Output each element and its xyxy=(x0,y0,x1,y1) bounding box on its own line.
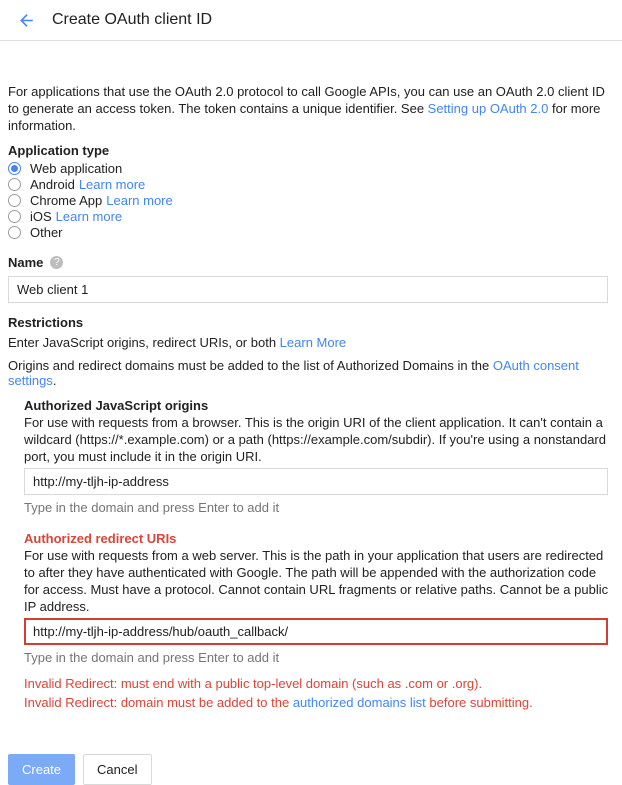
error-message-domain-text: Invalid Redirect: domain must be added to the xyxy=(24,695,293,710)
radio-option-ios[interactable] xyxy=(8,208,609,224)
restrictions-line1 xyxy=(8,335,609,350)
restrictions-heading: Restrictions xyxy=(8,315,84,330)
radio-label: Android xyxy=(30,176,75,192)
restrictions-section xyxy=(8,315,609,710)
application-type-section xyxy=(8,143,609,240)
name-section xyxy=(8,255,609,303)
js-origins-hint: Type in the domain and press Enter to add it xyxy=(24,500,280,515)
redirect-uris-hint: Type in the domain and press Enter to add it xyxy=(24,650,280,665)
js-origins-input[interactable] xyxy=(24,468,608,495)
help-icon[interactable]: ? xyxy=(50,256,63,269)
redirect-uris-description: For use with requests from a web server. This is the path in your application that users are redirected to after they have authenticated with Google. The path will be appended with the authorization code for access. Must have a protocol. Cannot contain URL fragments or relative paths. Cannot be a public IP address. xyxy=(24,548,609,614)
restrictions-line2-text: Origins and redirect domains must be added to the list of Authorized Domains in the xyxy=(8,358,493,373)
setting-up-oauth-link[interactable]: Setting up OAuth 2.0 xyxy=(427,101,549,116)
error-message-domain xyxy=(24,695,609,710)
radio-option-web-application[interactable] xyxy=(8,160,609,176)
create-button[interactable]: Create xyxy=(8,754,75,785)
js-origins-heading: Authorized JavaScript origins xyxy=(24,398,209,413)
restrictions-line2-post: . xyxy=(52,373,57,388)
form-actions xyxy=(8,754,609,785)
restrictions-line1-text: Enter JavaScript origins, redirect URIs, or both xyxy=(8,335,280,350)
radio-icon[interactable] xyxy=(8,210,21,223)
intro-text: For applications that use the OAuth 2.0 protocol to call Google APIs, you can use an OAuth 2.0 client ID to generate an access token. The token contains a unique identifier. See xyxy=(8,84,605,116)
radio-label: Other xyxy=(30,224,63,240)
radio-label: Web application xyxy=(30,160,123,176)
radio-icon[interactable] xyxy=(8,178,21,191)
restrictions-line2 xyxy=(8,358,609,388)
authorized-js-origins-section xyxy=(24,398,609,515)
main-content xyxy=(0,83,622,785)
page-title: Create OAuth client ID xyxy=(52,11,213,28)
learn-more-link[interactable]: Learn More xyxy=(279,335,347,350)
radio-option-chrome-app[interactable] xyxy=(8,192,609,208)
intro-text-post: for more information. xyxy=(8,101,601,133)
error-message-tld: Invalid Redirect: must end with a public top-level domain (such as .com or .org). xyxy=(24,676,483,691)
js-origins-description: For use with requests from a browser. This is the origin URI of the client application. It can't contain a wildcard (https://*.example.com) or a path (https://example.com/subdir). If you're using a nonstandard port, you must include it in the origin URI. xyxy=(24,415,606,464)
header xyxy=(0,0,622,41)
authorized-domains-list-link[interactable]: authorized domains list xyxy=(292,695,426,710)
radio-selected-icon[interactable] xyxy=(8,162,21,175)
intro-paragraph xyxy=(8,83,608,134)
radio-option-android[interactable] xyxy=(8,176,609,192)
cancel-button[interactable]: Cancel xyxy=(83,754,151,785)
radio-label: iOS xyxy=(30,208,52,224)
validation-errors xyxy=(24,676,609,710)
radio-icon[interactable] xyxy=(8,194,21,207)
application-type-options xyxy=(8,160,609,240)
android-learn-more-link[interactable]: Learn more xyxy=(78,176,146,192)
oauth-consent-settings-link[interactable]: OAuth consent settings xyxy=(8,358,579,388)
chrome-app-learn-more-link[interactable]: Learn more xyxy=(106,192,173,208)
radio-icon[interactable] xyxy=(8,226,21,239)
redirect-uris-input[interactable] xyxy=(24,618,608,645)
redirect-uris-heading: Authorized redirect URIs xyxy=(24,531,177,546)
authorized-redirect-uris-section xyxy=(24,531,609,710)
radio-label: Chrome App xyxy=(30,192,103,208)
back-arrow-icon[interactable] xyxy=(14,8,38,32)
name-input[interactable] xyxy=(8,276,608,303)
name-label: Name xyxy=(8,255,44,270)
ios-learn-more-link[interactable]: Learn more xyxy=(55,208,123,224)
application-type-label: Application type xyxy=(8,143,110,158)
radio-option-other[interactable] xyxy=(8,224,609,240)
error-message-domain-post: before submitting. xyxy=(425,695,533,710)
